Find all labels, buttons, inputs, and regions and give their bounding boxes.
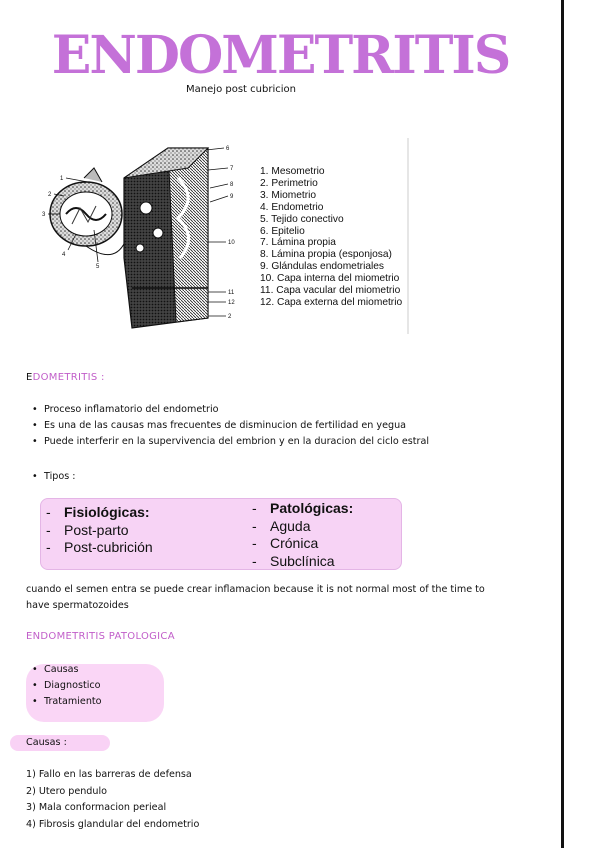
legend-item: 1. Mesometrio	[260, 166, 325, 177]
dash: -	[46, 504, 51, 520]
legend-item: 6. Epitelio	[260, 225, 305, 237]
list-item: • Tratamiento	[32, 694, 102, 710]
type-item: Post-parto	[64, 521, 129, 538]
callout-7: 7	[230, 166, 234, 172]
types-heading-patologicas: Patológicas:	[270, 500, 354, 516]
types-heading-fisiologicas: Fisiológicas:	[64, 504, 150, 520]
list-item: 4) Fibrosis glandular del endometrio	[26, 818, 200, 830]
callout-12: 12	[228, 300, 235, 306]
type-item: Post-cubrición	[64, 539, 153, 555]
callout-5: 5	[96, 264, 100, 270]
patologica-bullets	[32, 662, 102, 710]
type-item: Crónica	[270, 535, 319, 551]
list-item: 1) Fallo en las barreras de defensa	[26, 769, 192, 780]
callout-6: 6	[226, 146, 230, 152]
list-item: • Puede interferir en la supervivencia del embrion y en la duracion del ciclo estral	[32, 434, 429, 450]
legend-item: 11. Capa vacular del miometrio	[260, 285, 401, 297]
dash: -	[252, 500, 257, 516]
legend-item: 7. Lámina propia	[260, 237, 336, 249]
type-item: Aguda	[270, 517, 311, 534]
types-patologicas-column	[252, 500, 353, 570]
types-fisiologicas-column	[46, 504, 153, 557]
callout-9: 9	[230, 194, 234, 200]
callout-4: 4	[62, 252, 66, 258]
dash: -	[46, 521, 51, 538]
right-margin-rule	[561, 0, 564, 848]
list-item: 2) Utero pendulo	[26, 785, 108, 797]
legend-item: 2. Perimetrio	[260, 177, 318, 189]
list-item: • Tipos :	[32, 469, 75, 485]
list-item: • Proceso inflamatorio del endometrio	[32, 402, 429, 418]
dash: -	[252, 552, 257, 569]
dash: -	[46, 539, 51, 555]
causas-label: Causas :	[26, 737, 67, 748]
legend-item: 10. Capa interna del miometrio	[260, 273, 400, 285]
dash: -	[252, 517, 257, 534]
section-heading-endometritis	[26, 372, 105, 383]
tipos-bullet	[32, 469, 75, 485]
figure-legend	[260, 166, 402, 309]
endometritis-bullets	[32, 402, 429, 450]
list-item: 3) Mala conformacion perieal	[26, 802, 167, 813]
legend-item: 4. Endometrio	[260, 201, 324, 213]
callout-1: 1	[60, 176, 64, 182]
callout-2b: 2	[228, 314, 232, 320]
callout-11: 11	[228, 290, 235, 296]
list-item: • Causas	[32, 662, 102, 678]
callout-2: 2	[48, 192, 52, 198]
semen-note: cuando el semen entra se puede crear inflamacion because it is not normal most of the time to have spermatozoides	[26, 584, 485, 611]
list-item: • Diagnostico	[32, 678, 102, 694]
legend-item: 9. Glándulas endometriales	[260, 261, 385, 273]
legend-item: 5. Tejido conectivo	[260, 213, 344, 225]
section-heading-patologica: ENDOMETRITIS PATOLOGICA	[26, 631, 175, 642]
heading-rest: DOMETRITIS :	[32, 372, 105, 383]
page-title: ENDOMETRITIS	[51, 25, 510, 86]
legend-item: 3. Miometrio	[260, 189, 317, 201]
legend-item: 12. Capa externa del miometrio	[260, 296, 403, 308]
heading-initial: E	[26, 372, 33, 383]
dash: -	[252, 535, 257, 551]
type-item: Subclínica	[270, 552, 335, 569]
callout-3: 3	[42, 212, 46, 218]
causes-list	[26, 767, 199, 833]
page-subtitle: Manejo post cubricion	[186, 84, 296, 95]
legend-item: 8. Lámina propia (esponjosa)	[260, 249, 392, 261]
callout-10: 10	[228, 240, 235, 246]
list-item: • Es una de las causas mas frecuentes de disminucion de fertilidad en yegua	[32, 418, 429, 434]
callout-8: 8	[230, 182, 234, 188]
